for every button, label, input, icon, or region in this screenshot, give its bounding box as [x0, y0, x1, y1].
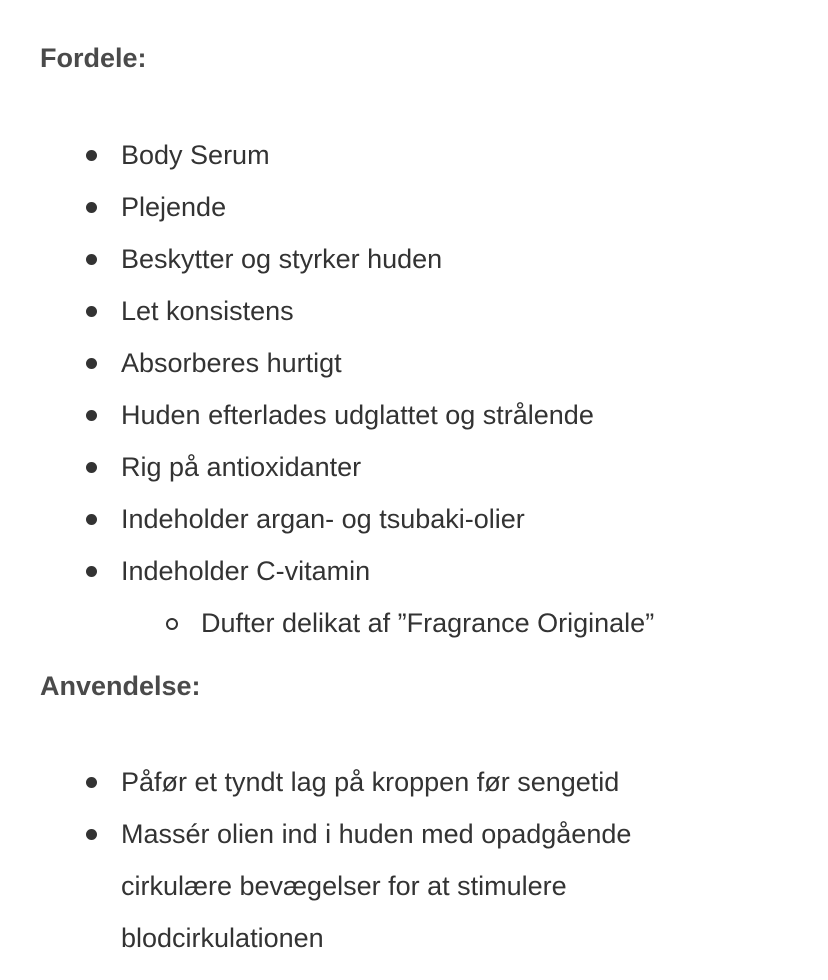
- list-item-text: Indeholder C-vitamin: [121, 556, 371, 586]
- list-item: [0, 181, 654, 233]
- usage-heading: Anvendelse:: [40, 671, 201, 701]
- list-item: [0, 285, 654, 337]
- bullet-icon: [86, 462, 97, 473]
- benefits-heading: Fordele:: [40, 43, 147, 73]
- list-item: [0, 389, 654, 441]
- bullet-icon: [86, 358, 97, 369]
- bullet-icon: [86, 410, 97, 421]
- list-item: [0, 441, 654, 493]
- sub-list-item: [0, 597, 654, 649]
- usage-list: [0, 756, 691, 964]
- list-item-text: Beskytter og styrker huden: [121, 244, 443, 274]
- hollow-bullet-icon: [166, 618, 178, 630]
- bullet-icon: [86, 202, 97, 213]
- list-item-text: Påfør et tyndt lag på kroppen før sengetid: [121, 767, 620, 797]
- list-item-text: Massér olien ind i huden med opadgående cirkulære bevægelser for at stimulere blodcirkulationen: [121, 819, 632, 953]
- bullet-icon: [86, 829, 97, 840]
- list-item-text: Let konsistens: [121, 296, 294, 326]
- list-item: [0, 337, 654, 389]
- list-item-text: Plejende: [121, 192, 227, 222]
- bullet-icon: [86, 150, 97, 161]
- bullet-icon: [86, 514, 97, 525]
- list-item: [0, 808, 691, 964]
- list-item-text: Absorberes hurtigt: [121, 348, 342, 378]
- list-item-text: Huden efterlades udglattet og strålende: [121, 400, 594, 430]
- bullet-icon: [86, 566, 97, 577]
- list-item: [0, 545, 654, 597]
- bullet-icon: [86, 777, 97, 788]
- list-item: [0, 756, 691, 808]
- sub-list-item-text: Dufter delikat af ”Fragrance Originale”: [201, 608, 655, 638]
- list-item-text: Body Serum: [121, 140, 270, 170]
- bullet-icon: [86, 306, 97, 317]
- list-item-text: Indeholder argan- og tsubaki-olier: [121, 504, 525, 534]
- bullet-icon: [86, 254, 97, 265]
- list-item-text: Rig på antioxidanter: [121, 452, 362, 482]
- benefits-list: [0, 129, 654, 649]
- list-item: [0, 233, 654, 285]
- list-item: [0, 129, 654, 181]
- list-item: [0, 493, 654, 545]
